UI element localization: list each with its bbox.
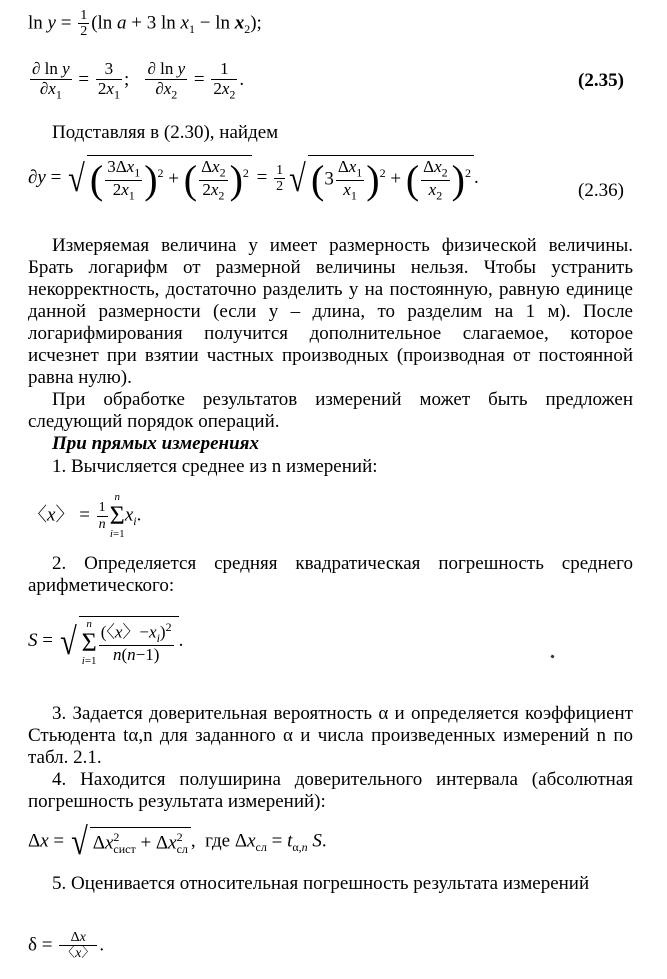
- step-5-text: 5. Оценивается относительная погрешность результата измерений: [52, 873, 590, 894]
- step-4: [28, 769, 633, 813]
- equation-relative-error: δ = $\frac{\Delta x}{〈x〉}$ .: [28, 930, 105, 962]
- equation-standard-error: S = √ n Σ i=1 $\frac{(〈x〉-x_i)^2}{n(n-1)}$ .: [28, 618, 184, 667]
- equation-dy: ∂y = √ ( $\frac{3\Delta x_1}{2x_1}$ )$^2$ + ( $\frac{\Delta x_2}{2x_2}$ )$^2$ = $\frac{1}{2}$ √ (3 $\frac{\Delta x_1}{x_1}$ )$^2$ + ( $\frac{\Delta x_2}{x_2}$ )$^2$ .: [28, 157, 479, 203]
- scan-speck: [550, 654, 554, 658]
- equation-ln-y: ln y = $\frac{1}{2}$ (ln a + 3 $\ln x_1 - \ln x_2$);: [28, 8, 262, 40]
- heading-direct-measurements: При прямых измерениях: [52, 433, 259, 454]
- paragraph-processing: [28, 389, 633, 433]
- equation-number-2-36: (2.36): [578, 180, 624, 201]
- step-3: [28, 703, 633, 769]
- step-1: 1. Вычисляется среднее из n измерений:: [52, 456, 378, 477]
- step-2: [28, 553, 633, 597]
- paragraph-dimension-text: Измеряемая величина y имеет размерность физической величины. Брать логарифм от размерной величины нельзя. Чтобы устранить некорректность, достаточно разделить y на постоянную, равную единице данной размерности (если y – длина, то разделим на 1 м). После логарифмирования получится дополнительное слагаемое, которое исчезнет при взятии частных производных (производная от постоянной равна нулю).: [28, 235, 633, 388]
- where-word: где: [205, 830, 231, 852]
- step-3-text: 3. Задается доверительная вероятность α и определяется коэффициент Стьюдента tα,n для заданного α и числа произведенных измерений n по табл. 2.1.: [28, 703, 633, 768]
- equation-partial-derivatives: $\frac{\text{∂ ln y}}{\partial x_1}$ = $\frac{3}{2x_1}$ ; $\frac{\text{∂ ln y}}{\partial x_2}$ = $\frac{1}{2x_2}$ .: [32, 59, 245, 102]
- step-4-text: 4. Находится полуширина доверительного интервала (абсолютная погрешность результата измерений):: [28, 769, 633, 812]
- paragraph-substitute: Подставляя в (2.30), найдем: [52, 122, 279, 143]
- equation-number-2-35: (2.35): [578, 70, 624, 91]
- paragraph-processing-text: При обработке результатов измерений может быть предложен следующий порядок операций.: [28, 389, 633, 432]
- paragraph-dimension: [28, 235, 633, 389]
- step-5: [28, 873, 633, 895]
- equation-mean: 〈x〉 = $\frac{1}{n}$ n Σ i=1 $x_i$.: [28, 491, 142, 540]
- equation-confidence-interval: Δx = √ $\Delta x^2_{сист} + \Delta x^2_{сл}$ , где $\Delta x_{сл} = t_{\alpha,n}$ S.: [28, 821, 327, 863]
- step-2-text: 2. Определяется средняя квадратическая погрешность среднего арифметического:: [28, 553, 633, 596]
